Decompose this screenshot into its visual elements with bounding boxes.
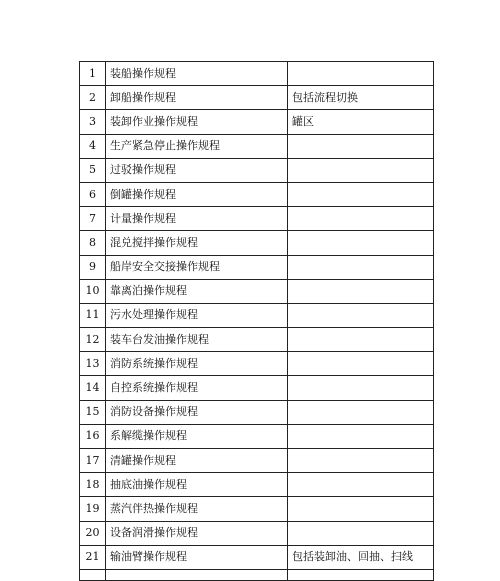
procedure-table (79, 61, 434, 581)
table-row (80, 182, 434, 206)
procedure-note (288, 473, 434, 497)
table-row (80, 376, 434, 400)
procedure-name: 输油臂操作规程 (106, 545, 288, 569)
row-number: 21 (80, 545, 106, 569)
procedure-note (288, 497, 434, 521)
procedure-name: 自控系统操作规程 (106, 376, 288, 400)
procedure-name: 过驳操作规程 (106, 158, 288, 182)
procedure-name: 靠离泊操作规程 (106, 279, 288, 303)
procedure-note (288, 521, 434, 545)
table-row (80, 62, 434, 86)
table-row-continuation (80, 569, 434, 580)
row-number: 17 (80, 449, 106, 473)
row-number: 19 (80, 497, 106, 521)
procedure-name: 船岸安全交接操作规程 (106, 255, 288, 279)
procedure-name: 消防系统操作规程 (106, 352, 288, 376)
procedure-note (288, 352, 434, 376)
procedure-note: 包括流程切换 (288, 86, 434, 110)
row-number: 18 (80, 473, 106, 497)
row-number: 4 (80, 134, 106, 158)
procedure-note (288, 134, 434, 158)
procedure-name: 计量操作规程 (106, 207, 288, 231)
procedure-name: 系解缆操作规程 (106, 424, 288, 448)
procedure-name: 生产紧急停止操作规程 (106, 134, 288, 158)
row-number: 7 (80, 207, 106, 231)
row-number: 2 (80, 86, 106, 110)
procedure-note (288, 303, 434, 327)
procedure-note (288, 62, 434, 86)
empty-cell (106, 569, 288, 580)
procedure-note (288, 207, 434, 231)
table-row (80, 134, 434, 158)
procedure-note (288, 449, 434, 473)
table-body (80, 62, 434, 581)
procedure-name: 抽底油操作规程 (106, 473, 288, 497)
procedure-name: 蒸汽伴热操作规程 (106, 497, 288, 521)
table-row (80, 279, 434, 303)
procedure-name: 装车台发油操作规程 (106, 328, 288, 352)
procedure-note (288, 376, 434, 400)
row-number: 15 (80, 400, 106, 424)
procedure-note (288, 424, 434, 448)
table-row (80, 231, 434, 255)
procedure-name: 卸船操作规程 (106, 86, 288, 110)
procedure-name: 倒罐操作规程 (106, 182, 288, 206)
procedure-name: 装卸作业操作规程 (106, 110, 288, 134)
procedure-note (288, 255, 434, 279)
table-row (80, 158, 434, 182)
row-number: 9 (80, 255, 106, 279)
procedure-name: 清罐操作规程 (106, 449, 288, 473)
row-number: 20 (80, 521, 106, 545)
row-number: 1 (80, 62, 106, 86)
row-number: 10 (80, 279, 106, 303)
procedure-note (288, 400, 434, 424)
table-row (80, 424, 434, 448)
table-row (80, 328, 434, 352)
table-row (80, 207, 434, 231)
table-row (80, 86, 434, 110)
row-number: 16 (80, 424, 106, 448)
procedure-name: 消防设备操作规程 (106, 400, 288, 424)
procedure-note (288, 182, 434, 206)
procedure-note (288, 328, 434, 352)
empty-cell (80, 569, 106, 580)
table-row (80, 110, 434, 134)
table-row (80, 255, 434, 279)
procedure-name: 混兑搅拌操作规程 (106, 231, 288, 255)
procedure-note: 罐区 (288, 110, 434, 134)
table-row (80, 400, 434, 424)
row-number: 5 (80, 158, 106, 182)
table-row (80, 497, 434, 521)
procedure-name: 设备润滑操作规程 (106, 521, 288, 545)
table-row (80, 521, 434, 545)
row-number: 14 (80, 376, 106, 400)
row-number: 3 (80, 110, 106, 134)
empty-cell (288, 569, 434, 580)
row-number: 11 (80, 303, 106, 327)
procedure-note: 包括装卸油、回抽、扫线 (288, 545, 434, 569)
row-number: 8 (80, 231, 106, 255)
procedure-note (288, 158, 434, 182)
row-number: 12 (80, 328, 106, 352)
row-number: 6 (80, 182, 106, 206)
procedure-name: 污水处理操作规程 (106, 303, 288, 327)
table-row (80, 449, 434, 473)
table-row (80, 303, 434, 327)
procedure-note (288, 231, 434, 255)
table-row (80, 352, 434, 376)
row-number: 13 (80, 352, 106, 376)
procedure-note (288, 279, 434, 303)
procedure-name: 装船操作规程 (106, 62, 288, 86)
table-row (80, 473, 434, 497)
